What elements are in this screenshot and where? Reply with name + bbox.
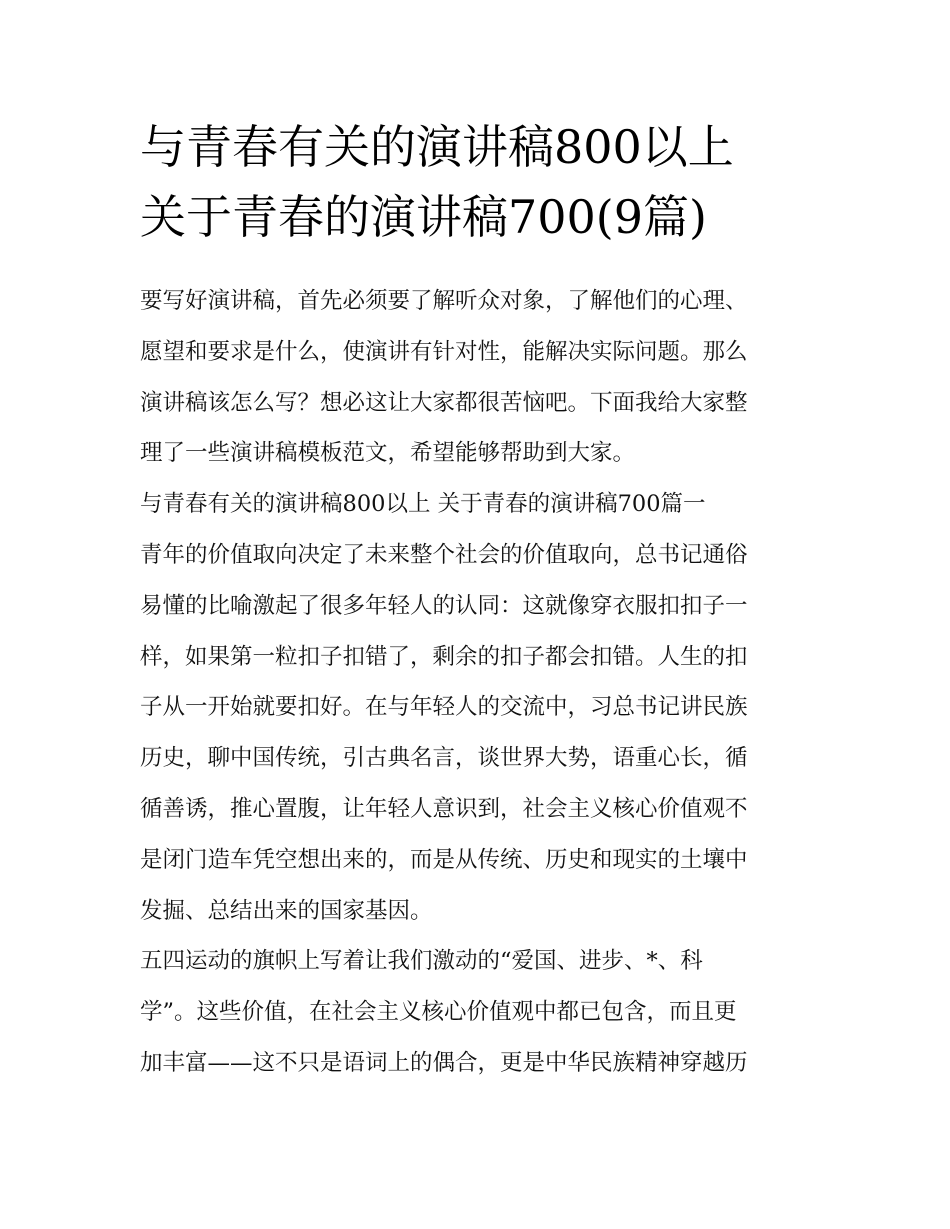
text-line: 演讲稿该怎么写？想必这让大家都很苦恼吧。下面我给大家整 — [140, 389, 748, 416]
text-line: 发掘、总结出来的国家基因。 — [140, 897, 433, 924]
text-line: 愿望和要求是什么，使演讲有针对性，能解决实际问题。那么 — [140, 338, 748, 365]
text-line: 易懂的比喻激起了很多年轻人的认同：这就像穿衣服扣扣子一 — [140, 592, 748, 619]
text-line: 五四运动的旗帜上写着让我们激动的“爱国、进步、*、科 — [140, 948, 703, 975]
text-line: 青年的价值取向决定了未来整个社会的价值取向，总书记通俗 — [140, 541, 748, 568]
text-line: 子从一开始就要扣好。在与年轻人的交流中，习总书记讲民族 — [140, 694, 748, 721]
text-line: 循善诱，推心置腹，让年轻人意识到，社会主义核心价值观不 — [140, 795, 748, 822]
text-line: 学”。这些价值，在社会主义核心价值观中都已包含，而且更 — [140, 999, 737, 1026]
text-line: 加丰富——这不只是语词上的偶合，更是中华民族精神穿越历 — [140, 1049, 748, 1076]
text-line: 历史，聊中国传统，引古典名言，谈世界大势，语重心长，循 — [140, 745, 748, 772]
text-line: 是闭门造车凭空想出来的，而是从传统、历史和现实的土壤中 — [140, 846, 748, 873]
title-line-2: 关于青春的演讲稿700(9篇) — [140, 190, 707, 244]
document-title — [140, 112, 820, 252]
document-body — [140, 276, 820, 1089]
text-line: 理了一些演讲稿模板范文，希望能够帮助到大家。 — [140, 440, 636, 467]
text-line: 要写好演讲稿，首先必须要了解听众对象，了解他们的心理、 — [140, 288, 748, 314]
text-line: 样，如果第一粒扣子扣错了，剩余的扣子都会扣错。人生的扣 — [140, 643, 748, 670]
title-line-1: 与青春有关的演讲稿800以上 — [140, 120, 734, 174]
section-heading: 与青春有关的演讲稿800以上 关于青春的演讲稿700篇一 — [140, 491, 706, 518]
